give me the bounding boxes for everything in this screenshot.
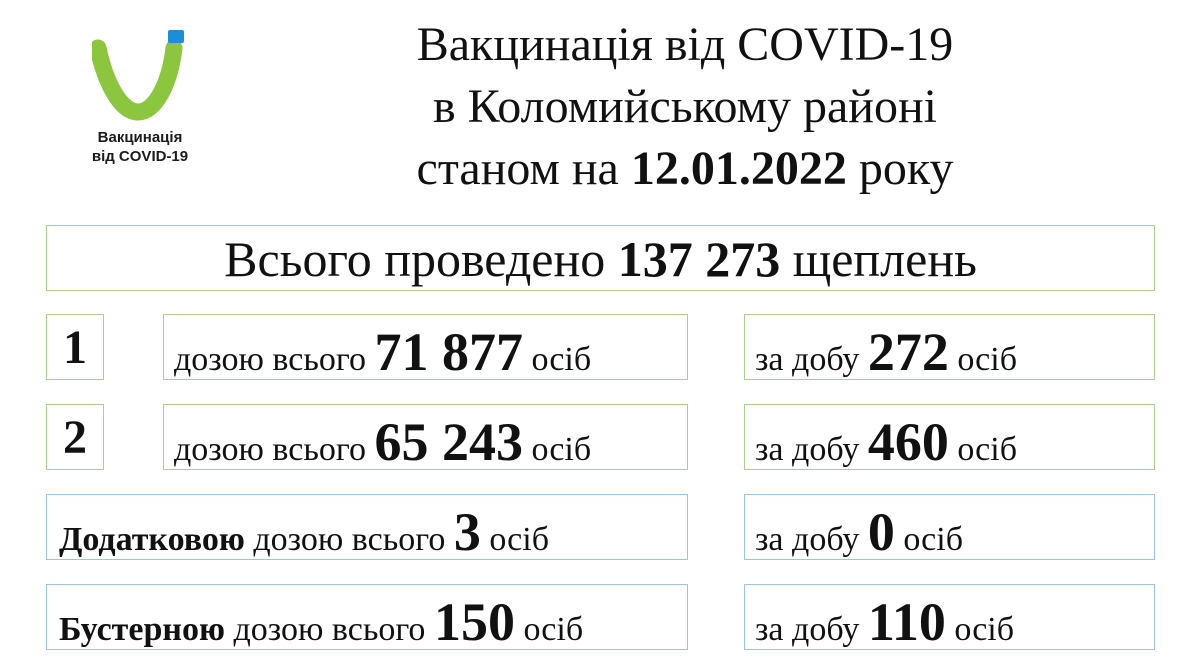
additional-dose-day-unit: осіб [903,521,964,558]
dose-2-total-value: 65 243 [374,412,523,472]
additional-dose-day-cell [744,494,1155,560]
booster-dose-day-value: 110 [867,592,946,652]
title-line-1: Вакцинація від COVID-19 [416,18,954,71]
dose-number-2: 2 [46,404,104,470]
booster-dose-day-prefix: за добу [755,611,860,648]
logo-line-1: Вакцинація [97,129,183,146]
title-date-suffix: року [858,142,954,195]
dose-1-day-cell [744,314,1155,380]
dose-2-total-prefix: дозою всього [174,431,366,468]
booster-dose-day-cell [744,584,1155,650]
total-suffix: щеплень [792,231,977,287]
additional-dose-total-value: 3 [453,502,481,562]
dose-2-day-prefix: за добу [755,431,860,468]
logo-line-2: від COVID-19 [91,148,189,165]
dose-1-total-unit: осіб [531,341,592,378]
total-vaccinations-box [46,225,1155,291]
dose-number-1: 1 [46,314,104,380]
additional-dose-total-unit: осіб [489,521,550,558]
dose-1-total-prefix: дозою всього [174,341,366,378]
vaccination-v-icon [92,26,188,126]
title-date-prefix: станом на [416,142,619,195]
total-prefix: Всього проведено [224,231,606,287]
booster-dose-total-value: 150 [433,592,515,652]
blue-dot-icon [168,30,184,43]
additional-dose-day-prefix: за добу [755,521,860,558]
booster-dose-total-prefix: дозою всього [233,611,426,648]
booster-dose-total-unit: осіб [523,611,584,648]
dose-1-total-cell [163,314,688,380]
dose-1-day-value: 272 [867,322,949,382]
title-date: 12.01.2022 [630,142,847,195]
dose-1-day-unit: осіб [957,341,1018,378]
dose-2-day-unit: осіб [957,431,1018,468]
dose-2-total-unit: осіб [531,431,592,468]
booster-dose-label: Бустерною [59,611,225,648]
additional-dose-label: Додатковою [59,521,245,558]
dose-2-total-cell [163,404,688,470]
logo-caption [70,128,210,166]
vaccination-logo [70,26,210,176]
additional-dose-total-prefix: дозою всього [253,521,446,558]
additional-dose-day-value: 0 [867,502,895,562]
booster-dose-total-cell [46,584,688,650]
dose-2-day-value: 460 [867,412,949,472]
total-value: 137 273 [617,231,781,287]
title-line-3 [300,138,1070,200]
booster-dose-day-unit: осіб [954,611,1015,648]
additional-dose-total-cell [46,494,688,560]
dose-2-day-cell [744,404,1155,470]
dose-1-day-prefix: за добу [755,341,860,378]
title-line-2: в Коломийському районі [433,80,937,133]
page-title [300,14,1070,200]
dose-1-total-value: 71 877 [374,322,523,382]
